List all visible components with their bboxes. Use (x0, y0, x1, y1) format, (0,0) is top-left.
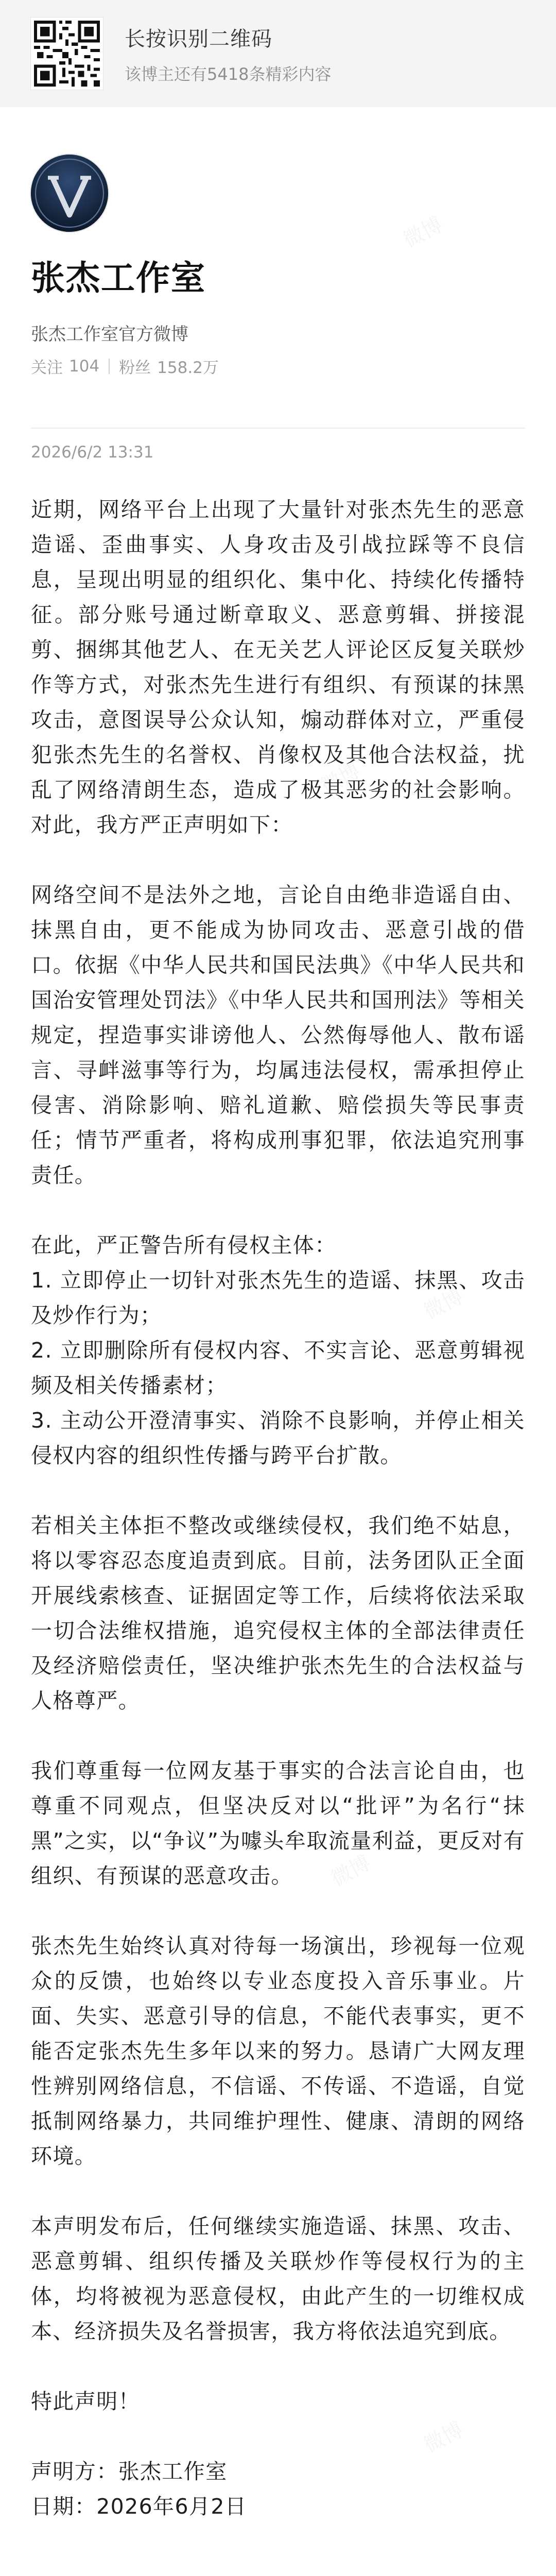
signature-block (31, 2454, 525, 2524)
profile-stats (31, 354, 525, 378)
warning-item-3: 3. 主动公开澄清事实、消除不良影响，并停止相关侵权内容的组织性传播与跨平台扩散。 (31, 1408, 525, 1468)
warning-heading: 在此，严正警告所有侵权主体： (31, 1233, 337, 1258)
post-paragraph-final: 本声明发布后，任何继续实施造谣、抹黑、攻击、恶意剪辑、组织传播及关联炒作等侵权行为的主体，均将被视为恶意侵权，由此产生的一切维权成本、经济损失及名誉损害，我方将依法追究到底。 (31, 2214, 525, 2344)
profile-header (31, 155, 525, 378)
header-divider (31, 428, 525, 429)
qr-banner-subtitle: 该博主还有5418条精彩内容 (125, 64, 332, 84)
post-paragraph-intro: 近期，网络平台上出现了大量针对张杰先生的恶意造谣、歪曲事实、人身攻击及引战拉踩等不良信息，呈现出明显的组织化、集中化、持续化传播特征。部分账号通过断章取义、恶意剪辑、拼接混剪、捆绑其他艺人、在无关艺人评论区反复关联炒作等方式，对张杰先生进行有组织、有预谋的抹黑攻击，意图误导公众认知，煽动群体对立，严重侵犯张杰先生的名誉权、肖像权及其他合法权益，扰乱了网络清朗生态，造成了极其恶劣的社会影响。对此，我方严正声明如下： (31, 497, 525, 837)
avatar[interactable] (31, 155, 108, 232)
qr-code-icon (31, 18, 103, 90)
fans-label: 粉丝 (119, 359, 151, 377)
profile-description: 张杰工作室官方微博 (31, 324, 188, 345)
warning-item-1: 1. 立即停止一切针对张杰先生的造谣、抹黑、攻击及炒作行为； (31, 1268, 525, 1328)
post-paragraph-law: 网络空间不是法外之地，言论自由绝非造谣自由、抹黑自由，更不能成为协同攻击、恶意引战的借口。依据《中华人民共和国民法典》《中华人民共和国治安管理处罚法》《中华人民共和国刑法》等相关规定，捏造事实诽谤他人、公然侮辱他人、散布谣言、寻衅滋事等行为，均属违法侵权，需承担停止侵害、消除影响、赔礼道歉、赔偿损失等民事责任；情节严重者，将构成刑事犯罪，依法追究刑事责任。 (31, 883, 525, 1188)
signature-date: 日期：2026年6月2日 (31, 2494, 247, 2519)
stats-divider (109, 359, 110, 374)
top-qr-banner (0, 0, 556, 107)
post-paragraph-accountability: 若相关主体拒不整改或继续侵权，我们绝不姑息，将以零容忍态度追责到底。目前，法务团队正全面开展线索核查、证据固定等工作，后续将依法采取一切合法维权措施，追究侵权主体的全部法律责任及经济赔偿责任，坚决维护张杰先生的合法权益与人格尊严。 (31, 1513, 525, 1713)
post-body (31, 492, 525, 2559)
warning-item-2: 2. 立即删除所有侵权内容、不实言论、恶意剪辑视频及相关传播素材； (31, 1338, 525, 1398)
post-paragraph-free-speech: 我们尊重每一位网友基于事实的合法言论自由，也尊重不同观点，但坚决反对以“批评”为名行“抹黑”之实，以“争议”为噱头牟取流量利益，更反对有组织、有预谋的恶意攻击。 (31, 1758, 525, 1888)
post-paragraph-appeal: 张杰先生始终认真对待每一场演出，珍视每一位观众的反馈，也始终以专业态度投入音乐事业。片面、失实、恶意引导的信息，不能代表事实，更不能否定张杰先生多年以来的努力。恳请广大网友理性辨别网络信息，不信谣、不传谣、不造谣，自觉抵制网络暴力，共同维护理性、健康、清朗的网络环境。 (31, 1934, 525, 2168)
profile-name[interactable]: 张杰工作室 (31, 258, 206, 298)
fans-count: 158.2万 (157, 359, 219, 377)
qr-banner-title: 长按识别二维码 (125, 27, 272, 51)
post-datetime: 2026/6/2 13:31 (31, 443, 154, 462)
follow-count: 104 (69, 357, 100, 376)
follow-label: 关注 (31, 359, 63, 377)
signature-issuer: 声明方：张杰工作室 (31, 2459, 228, 2484)
warning-list (31, 1228, 525, 1473)
post-paragraph-closing: 特此声明！ (31, 2389, 140, 2414)
